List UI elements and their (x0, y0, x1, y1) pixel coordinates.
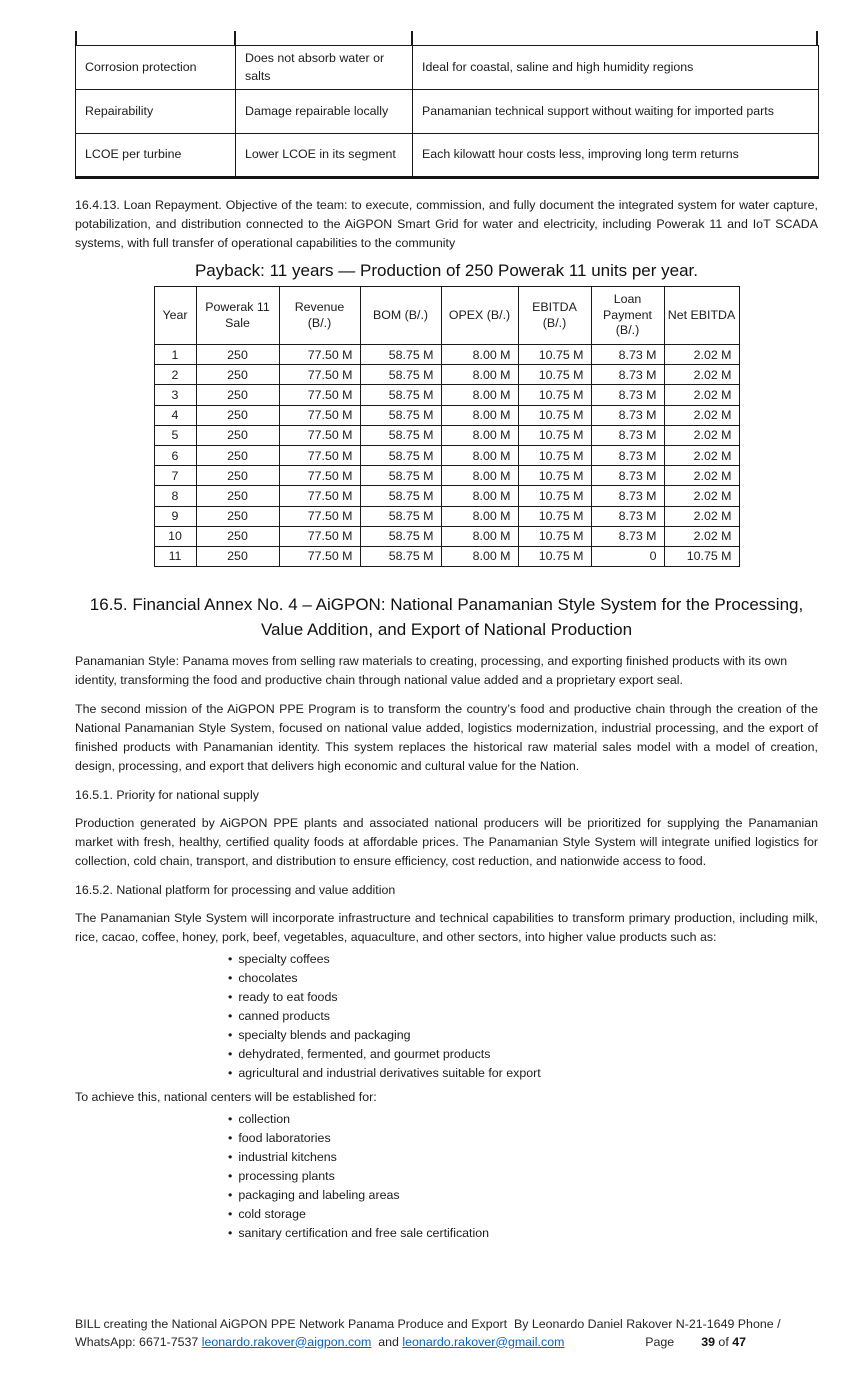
footer-title-text: BILL creating the National AiGPON PPE Network Panama Produce and Export By Leonardo Daniel Rakover N-21-1649 Phone / (75, 1317, 781, 1331)
payback-heading: Payback: 11 years — Production of 250 Powerak 11 units per year. (194, 261, 699, 280)
loan-payment-cell: 8.73 M (591, 425, 664, 445)
opex-cell: 8.00 M (441, 345, 518, 365)
bullet-icon: • (228, 1150, 233, 1165)
revenue-cell: 77.50 M (279, 445, 360, 465)
national-centers-intro: To achieve this, national centers will be established for: (75, 1090, 377, 1105)
opex-cell: 8.00 M (441, 546, 518, 566)
bullet-icon: • (228, 1226, 233, 1241)
bom-cell: 58.75 M (360, 466, 441, 486)
col-header-bom: BOM (B/.) (360, 287, 441, 345)
centers-list (75, 1110, 818, 1243)
center-list-item (75, 1224, 818, 1243)
year-cell: 10 (154, 526, 196, 546)
loan-payment-cell: 8.73 M (591, 345, 664, 365)
payback-table (154, 286, 740, 567)
net-ebitda-cell: 2.02 M (664, 526, 739, 546)
benefits-table-row (76, 134, 819, 178)
opex-cell: 8.00 M (441, 445, 518, 465)
bullet-icon: • (228, 952, 233, 967)
opex-cell: 8.00 M (441, 466, 518, 486)
opex-cell: 8.00 M (441, 425, 518, 445)
payback-table-header-row (154, 287, 739, 345)
aigpon-email-link[interactable]: leonardo.rakover@aigpon.com (201, 1334, 372, 1349)
units-cell: 250 (196, 526, 279, 546)
year-cell: 11 (154, 546, 196, 566)
list-item-text: dehydrated, fermented, and gourmet products (238, 1047, 491, 1062)
table-continuation-border (411, 31, 413, 45)
center-list-item (75, 1129, 818, 1148)
page-label: Page (645, 1334, 675, 1349)
bullet-icon: • (228, 1131, 233, 1146)
product-list-item (75, 969, 818, 988)
units-cell: 250 (196, 365, 279, 385)
ebitda-cell: 10.75 M (518, 526, 591, 546)
spec-cell: Damage repairable locally (236, 90, 413, 134)
list-item-text: packaging and labeling areas (238, 1188, 400, 1203)
page-number: 39 (701, 1334, 715, 1349)
table-continuation-border (816, 31, 818, 45)
units-cell: 250 (196, 546, 279, 566)
revenue-cell: 77.50 M (279, 365, 360, 385)
ebitda-cell: 10.75 M (518, 365, 591, 385)
list-item-text: collection (238, 1112, 290, 1127)
bullet-icon: • (228, 1207, 233, 1222)
payback-table-row (154, 546, 739, 566)
ebitda-cell: 10.75 M (518, 445, 591, 465)
bom-cell: 58.75 M (360, 405, 441, 425)
list-item-text: ready to eat foods (238, 990, 338, 1005)
bullet-icon: • (228, 990, 233, 1005)
bullet-icon: • (228, 1188, 233, 1203)
revenue-cell: 77.50 M (279, 385, 360, 405)
net-ebitda-cell: 2.02 M (664, 345, 739, 365)
center-list-item (75, 1205, 818, 1224)
col-header-year: Year (154, 287, 196, 345)
col-header-powerak-sale: Powerak 11 Sale (196, 287, 279, 345)
units-cell: 250 (196, 345, 279, 365)
ebitda-cell: 10.75 M (518, 486, 591, 506)
revenue-cell: 77.50 M (279, 506, 360, 526)
opex-cell: 8.00 M (441, 486, 518, 506)
payback-table-row (154, 425, 739, 445)
bullet-icon: • (228, 1066, 233, 1081)
payback-table-row (154, 486, 739, 506)
bom-cell: 58.75 M (360, 546, 441, 566)
opex-cell: 8.00 M (441, 385, 518, 405)
footer-line-1 (75, 1316, 818, 1334)
units-cell: 250 (196, 405, 279, 425)
center-list-item (75, 1148, 818, 1167)
payback-table-row (154, 405, 739, 425)
page-total: 47 (732, 1334, 746, 1349)
payback-table-row (154, 445, 739, 465)
opex-cell: 8.00 M (441, 365, 518, 385)
page-of-text: of (714, 1334, 733, 1349)
net-ebitda-cell: 2.02 M (664, 385, 739, 405)
bullet-icon: • (228, 1169, 233, 1184)
list-item-text: sanitary certification and free sale certification (238, 1226, 490, 1241)
ebitda-cell: 10.75 M (518, 546, 591, 566)
section-16-5-heading: 16.5. Financial Annex No. 4 – AiGPON: National Panamanian Style System for the Processing, Value Addition, and Export of National Production (89, 595, 804, 640)
spec-cell: Lower LCOE in its segment (236, 134, 413, 178)
product-list-item (75, 1045, 818, 1064)
loan-payment-cell: 8.73 M (591, 385, 664, 405)
year-cell: 2 (154, 365, 196, 385)
product-list-item (75, 1064, 818, 1083)
list-item-text: processing plants (238, 1169, 335, 1184)
bullet-icon: • (228, 1028, 233, 1043)
bom-cell: 58.75 M (360, 345, 441, 365)
list-item-text: specialty blends and packaging (238, 1028, 411, 1043)
bullet-icon: • (228, 1112, 233, 1127)
gmail-email-link[interactable]: leonardo.rakover@gmail.com (402, 1334, 565, 1349)
loan-payment-cell: 8.73 M (591, 506, 664, 526)
bom-cell: 58.75 M (360, 445, 441, 465)
col-header-revenue: Revenue (B/.) (279, 287, 360, 345)
processing-platform-paragraph: The Panamanian Style System will incorporate infrastructure and technical capabilities to transform primary production, including milk, rice, cacao, coffee, honey, pork, beef, vegetables, aquaculture, and other sectors, into higher value products such as: (75, 911, 818, 945)
bom-cell: 58.75 M (360, 425, 441, 445)
priority-supply-paragraph: Production generated by AiGPON PPE plants and associated national producers will be prioritized for supplying the Panamanian market with fresh, healthy, certified quality foods at affordable prices. The Panamanian Style System will integrate unified logistics for collection, cold chain, transport, and distribution to ensure efficiency, cost reduction, and nationwide access to food. (75, 816, 818, 869)
feature-cell: Repairability (76, 90, 236, 134)
units-cell: 250 (196, 466, 279, 486)
benefit-cell: Ideal for coastal, saline and high humidity regions (413, 46, 819, 90)
col-header-net-ebitda: Net EBITDA (664, 287, 739, 345)
list-item-text: agricultural and industrial derivatives suitable for export (238, 1066, 541, 1081)
center-list-item (75, 1167, 818, 1186)
ebitda-cell: 10.75 M (518, 385, 591, 405)
year-cell: 9 (154, 506, 196, 526)
bullet-icon: • (228, 1009, 233, 1024)
loan-repayment-paragraph: 16.4.13. Loan Repayment. Objective of the team: to execute, commission, and fully document the integrated system for water capture, potabilization, and distribution connected to the AiGPON Smart Grid for water and electricity, including Powerak 11 and IoT SCADA systems, with full transfer of operational capabilities to the community (75, 198, 818, 250)
revenue-cell: 77.50 M (279, 486, 360, 506)
year-cell: 1 (154, 345, 196, 365)
opex-cell: 8.00 M (441, 506, 518, 526)
panamanian-style-paragraph: Panamanian Style: Panama moves from selling raw materials to creating, processing, and exporting finished products with its own identity, transforming the food and productive chain through national value added and a proprietary export seal. (75, 654, 788, 688)
turbine-benefits-table (75, 45, 818, 179)
product-list-item (75, 988, 818, 1007)
benefit-cell: Each kilowatt hour costs less, improving long term returns (413, 134, 819, 178)
footer-line-2 (75, 1334, 818, 1352)
year-cell: 7 (154, 466, 196, 486)
products-list (75, 950, 818, 1083)
year-cell: 4 (154, 405, 196, 425)
col-header-ebitda: EBITDA (B/.) (518, 287, 591, 345)
bullet-icon: • (228, 971, 233, 986)
units-cell: 250 (196, 445, 279, 465)
product-list-item (75, 1026, 818, 1045)
table-continuation-border (234, 31, 236, 45)
list-item-text: cold storage (238, 1207, 306, 1222)
benefits-table-row (76, 90, 819, 134)
loan-payment-cell: 8.73 M (591, 486, 664, 506)
page-footer (75, 1316, 818, 1351)
center-list-item (75, 1186, 818, 1205)
document-content (75, 0, 818, 1243)
center-list-item (75, 1110, 818, 1129)
feature-cell: LCOE per turbine (76, 134, 236, 178)
bom-cell: 58.75 M (360, 486, 441, 506)
bom-cell: 58.75 M (360, 506, 441, 526)
opex-cell: 8.00 M (441, 526, 518, 546)
footer-contact (75, 1334, 564, 1352)
payback-table-row (154, 466, 739, 486)
list-item-text: canned products (238, 1009, 330, 1024)
payback-table-row (154, 385, 739, 405)
loan-payment-cell: 8.73 M (591, 466, 664, 486)
loan-payment-cell: 0 (591, 546, 664, 566)
ebitda-cell: 10.75 M (518, 345, 591, 365)
table-continuation-border (75, 31, 77, 45)
second-mission-paragraph: The second mission of the AiGPON PPE Program is to transform the country’s food and productive chain through the creation of the National Panamanian Style System, focused on national value added, logistics modernization, industrial processing, and the export of finished products with Panamanian identity. This system replaces the historical raw material sales model with a model of creation, design, processing, and export that delivers high economic and cultural value for the Nation. (75, 702, 818, 774)
list-item-text: industrial kitchens (238, 1150, 337, 1165)
net-ebitda-cell: 2.02 M (664, 506, 739, 526)
bom-cell: 58.75 M (360, 385, 441, 405)
revenue-cell: 77.50 M (279, 526, 360, 546)
bom-cell: 58.75 M (360, 526, 441, 546)
loan-payment-cell: 8.73 M (591, 365, 664, 385)
loan-payment-cell: 8.73 M (591, 445, 664, 465)
footer-and-text: and (371, 1334, 403, 1349)
net-ebitda-cell: 2.02 M (664, 365, 739, 385)
net-ebitda-cell: 10.75 M (664, 546, 739, 566)
revenue-cell: 77.50 M (279, 425, 360, 445)
revenue-cell: 77.50 M (279, 466, 360, 486)
units-cell: 250 (196, 385, 279, 405)
net-ebitda-cell: 2.02 M (664, 445, 739, 465)
product-list-item (75, 950, 818, 969)
benefit-cell: Panamanian technical support without waiting for imported parts (413, 90, 819, 134)
section-16-5-1-heading: 16.5.1. Priority for national supply (75, 788, 259, 803)
net-ebitda-cell: 2.02 M (664, 466, 739, 486)
list-item-text: food laboratories (238, 1131, 331, 1146)
ebitda-cell: 10.75 M (518, 466, 591, 486)
list-item-text: specialty coffees (238, 952, 330, 967)
ebitda-cell: 10.75 M (518, 405, 591, 425)
opex-cell: 8.00 M (441, 405, 518, 425)
list-item-text: chocolates (238, 971, 298, 986)
year-cell: 8 (154, 486, 196, 506)
ebitda-cell: 10.75 M (518, 506, 591, 526)
loan-payment-cell: 8.73 M (591, 405, 664, 425)
product-list-item (75, 1007, 818, 1026)
units-cell: 250 (196, 506, 279, 526)
feature-cell: Corrosion protection (76, 46, 236, 90)
ebitda-cell: 10.75 M (518, 425, 591, 445)
payback-table-row (154, 345, 739, 365)
net-ebitda-cell: 2.02 M (664, 425, 739, 445)
bom-cell: 58.75 M (360, 365, 441, 385)
col-header-opex: OPEX (B/.) (441, 287, 518, 345)
payback-table-row (154, 365, 739, 385)
section-16-5-2-heading: 16.5.2. National platform for processing and value addition (75, 883, 396, 898)
revenue-cell: 77.50 M (279, 345, 360, 365)
page-indicator (645, 1334, 746, 1352)
year-cell: 6 (154, 445, 196, 465)
year-cell: 3 (154, 385, 196, 405)
net-ebitda-cell: 2.02 M (664, 486, 739, 506)
payback-table-row (154, 526, 739, 546)
net-ebitda-cell: 2.02 M (664, 405, 739, 425)
revenue-cell: 77.50 M (279, 546, 360, 566)
spec-cell: Does not absorb water or salts (236, 46, 413, 90)
col-header-loan-payment: Loan Payment (B/.) (591, 287, 664, 345)
payback-table-row (154, 506, 739, 526)
loan-payment-cell: 8.73 M (591, 526, 664, 546)
units-cell: 250 (196, 486, 279, 506)
footer-whatsapp-text: WhatsApp: 6671-7537 (75, 1334, 202, 1349)
bullet-icon: • (228, 1047, 233, 1062)
benefits-table-row (76, 46, 819, 90)
revenue-cell: 77.50 M (279, 405, 360, 425)
units-cell: 250 (196, 425, 279, 445)
year-cell: 5 (154, 425, 196, 445)
